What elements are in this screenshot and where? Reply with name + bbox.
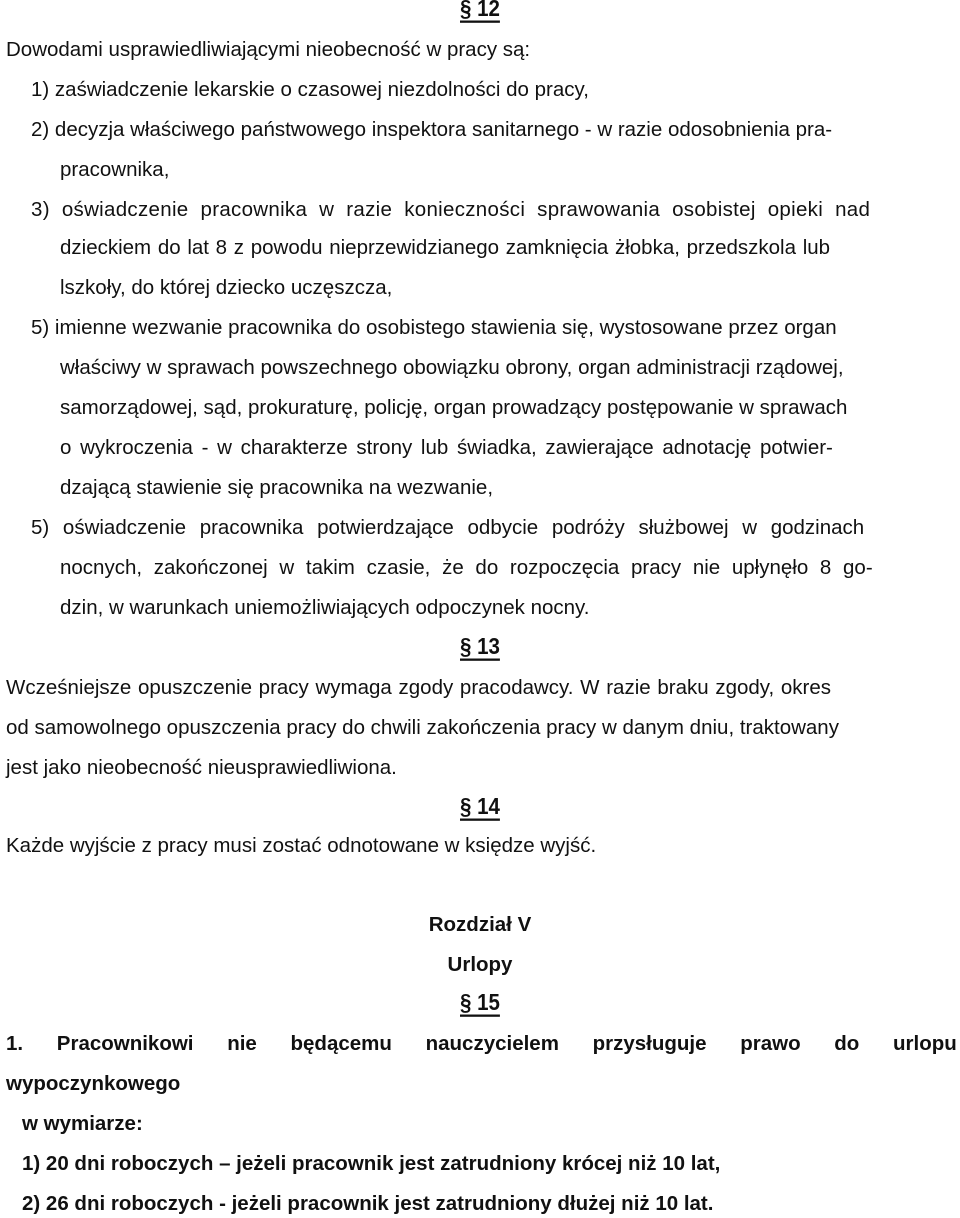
chapter-number: Rozdział V <box>428 913 532 936</box>
section-13-heading: § 13 <box>460 633 500 660</box>
chapter-title: Urlopy <box>447 953 513 976</box>
list-item-continuation: samorządowej, sąd, prokuraturę, policję, organ prowadzący postępowanie w sprawach <box>60 396 848 419</box>
list-item-continuation: dzieckiem do lat 8 z powodu nieprzewidzianego zamknięcia żłobka, przedszkola lub <box>60 236 831 259</box>
section-13-line: Wcześniejsze opuszczenie pracy wymaga zgody pracodawcy. W razie braku zgody, okres <box>6 676 832 699</box>
list-item: 1) zaświadczenie lekarskie o czasowej niezdolności do pracy, <box>31 78 589 101</box>
section-15-heading: § 15 <box>460 989 500 1016</box>
list-item-continuation: pracownika, <box>60 158 170 181</box>
list-item: 5) oświadczenie pracownika potwierdzające odbycie podróży służbowej w godzinach <box>31 516 865 539</box>
section-15-list-item: 1) 20 dni roboczych – jeżeli pracownik jest zatrudniony krócej niż 10 lat, <box>22 1152 721 1175</box>
list-item-continuation: dzin, w warunkach uniemożliwiających odpoczynek nocny. <box>60 596 590 619</box>
section-15-line: w wymiarze: <box>22 1112 143 1135</box>
list-item-continuation: nocnych, zakończonej w takim czasie, że do rozpoczęcia pracy nie upłynęło 8 go- <box>60 556 873 579</box>
section-13-line: jest jako nieobecność nieusprawiedliwiona. <box>6 756 397 779</box>
list-item-continuation: lszkoły, do której dziecko uczęszcza, <box>60 276 393 299</box>
section-14-line: Każde wyjście z pracy musi zostać odnotowane w księdze wyjść. <box>6 834 597 857</box>
section-13-line: od samowolnego opuszczenia pracy do chwili zakończenia pracy w danym dniu, traktowany <box>6 716 839 739</box>
section-15-line: wypoczynkowego <box>6 1072 181 1095</box>
section-12-intro: Dowodami usprawiedliwiającymi nieobecność w pracy są: <box>6 38 531 61</box>
list-item: 3) oświadczenie pracownika w razie konieczności sprawowania osobistej opieki nad <box>31 198 871 221</box>
section-15-line: 1. Pracownikowi nie będącemu nauczycielem przysługuje prawo do urlopu <box>6 1032 957 1055</box>
list-item: 2) decyzja właściwego państwowego inspektora sanitarnego - w razie odosobnienia pra- <box>31 118 833 141</box>
section-12-heading: § 12 <box>460 0 500 22</box>
section-14-heading: § 14 <box>460 793 500 820</box>
section-15-list-item: 2) 26 dni roboczych - jeżeli pracownik jest zatrudniony dłużej niż 10 lat. <box>22 1192 714 1215</box>
list-item-continuation: właściwy w sprawach powszechnego obowiązku obrony, organ administracji rządowej, <box>60 356 844 379</box>
list-item-continuation: o wykroczenia - w charakterze strony lub świadka, zawierające adnotację potwier- <box>60 436 833 459</box>
list-item: 5) imienne wezwanie pracownika do osobistego stawienia się, wystosowane przez organ <box>31 316 837 339</box>
list-item-continuation: dzającą stawienie się pracownika na wezwanie, <box>60 476 494 499</box>
